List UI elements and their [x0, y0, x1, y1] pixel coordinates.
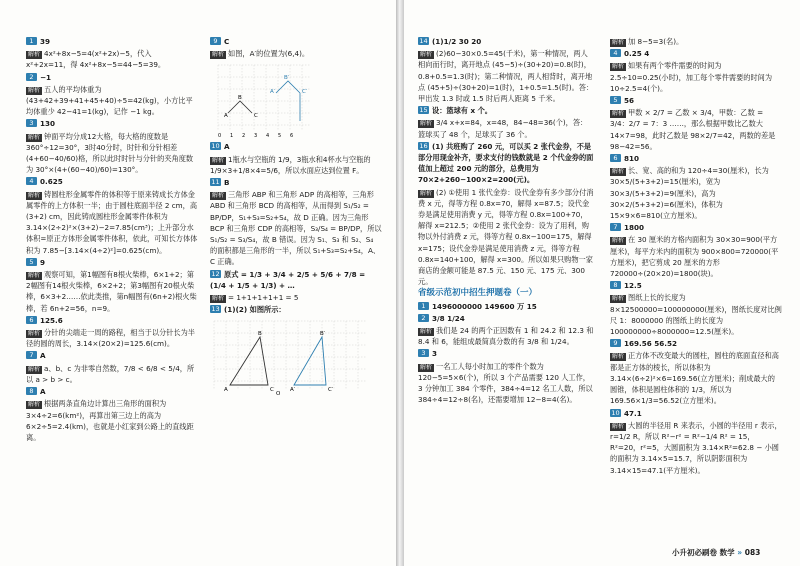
explanation-marker: 解析: [28, 51, 41, 59]
answer-text: 130: [40, 119, 56, 129]
question-number: 4: [26, 177, 37, 185]
explanation-text: [610, 60, 782, 94]
answer-text: 原式 = 1/3 + 3/4 + 2/5 + 5/6 + 7/8 = (1/4 + 1/5 + 1/3) + …: [210, 269, 366, 290]
explanation-text: [610, 420, 782, 476]
question-number: 16: [419, 141, 428, 150]
question-number: 6: [26, 316, 37, 324]
right-column-2: [610, 36, 782, 477]
explanation-body: 在 30 厘米的方格内面积为 30×30=900(平方厘米)，每平方米内的面积为 900×800=720000(平方厘米)，把它剪成 20 厘米的方形 720000÷(20×20)=1800(块)。: [610, 235, 779, 279]
explanation-body: 大圆的半径用 R 来表示，小圆的半径用 r 表示，r=1/2 R，所以 R²−r² = R²−1/4 R² = 15，R²=20，r²=5，大圆面积为 3.14×R²=62.8 − 小圆的面积为 3.14×5=15.7，所以阴影面积为 3.14×15=47.1(平方厘米)。: [610, 420, 782, 475]
answer-line: [418, 141, 594, 186]
answer-line: [210, 36, 382, 47]
answer-line: [210, 304, 382, 315]
question-number: 14: [419, 37, 428, 45]
answer-text: A: [40, 387, 46, 397]
point-label: B: [258, 331, 262, 338]
page-footer: [672, 547, 760, 558]
explanation-marker: 解析: [28, 401, 41, 409]
answer-text: 3: [432, 349, 438, 359]
x-tick-label: 0: [218, 133, 222, 140]
explanation-marker: 解析: [212, 192, 225, 200]
question-number: 7: [610, 223, 621, 231]
question-number: 5: [610, 96, 621, 104]
question-number: 15: [419, 106, 428, 115]
question-number: 3: [26, 119, 37, 127]
explanation-marker: 解析: [28, 330, 41, 338]
answer-text: 0.25 4: [624, 49, 650, 59]
answer-line: [610, 222, 782, 233]
x-tick-label: 3: [254, 133, 258, 140]
question-number: 4: [610, 49, 621, 57]
explanation-marker: 解析: [28, 272, 41, 280]
explanation-body: (2) ①使用 1 张代金券：设代金券有多少部分付消费 x 元，得等方程 0.8x=70，解得 x=87.5；设代金券是满足使用消费 y 元，得等方程 0.8x=100+70，解得 x=212.5；②使用 2 张代金券：设为了用利，购物以外付消费 z 元，得等方程 0.8x−100=175，解得 x=175；设代金券是满足使用消费 z 元，得等方程 0.8x=140+100，解得 x=300。所以如果只购物一家商店的金额可能是 87.5 元、150 元、175 元、300 元。: [418, 187, 594, 287]
explanation-body: 如果有两个零件需要的时间为 2.5÷10=0.25(小时)，加工每个零件需要的时间为 10÷2.5=4(个)。: [610, 61, 773, 93]
explanation-text: [26, 327, 198, 349]
answer-line: [418, 301, 594, 312]
triangle-left: [230, 337, 268, 385]
answer-text: 47.1: [624, 408, 642, 418]
answer-text: (1)1/2 30 20: [432, 37, 482, 46]
question-number: 8: [26, 387, 37, 395]
answer-line: [610, 48, 782, 59]
answer-text: −1: [40, 72, 52, 82]
coordinate-grid-bottom: [210, 317, 370, 397]
x-tick-label: 4: [266, 133, 270, 140]
question-number: 9: [210, 37, 221, 45]
answer-line: [26, 386, 198, 397]
answer-line: [610, 280, 782, 291]
answer-text: B: [224, 178, 230, 188]
explanation-text: [26, 131, 198, 176]
answer-line: [26, 350, 198, 361]
answer-line: [610, 153, 782, 164]
answer-text: 125.6: [40, 315, 63, 325]
right-page: [404, 0, 800, 566]
explanation-text: [418, 117, 594, 139]
explanation-text: [610, 234, 782, 279]
explanation-marker: 解析: [28, 191, 41, 199]
double-chevron-icon: »: [737, 548, 743, 557]
answer-text: 12.5: [624, 281, 642, 291]
explanation-text: [210, 292, 382, 303]
explanation-body: 三角形 ABP 和三角形 ADP 的高相等，三角形 ABD 和三角形 BCD 的高相等，从而得到 S₁/S₂ = BP/DP，S₁+S₃=S₂+S₄，故 D 正确。因为三角形 BCP 和三角形 CDP 的高相等，S₃/S₄ = BP/DP，所以 S₁/S₂ = S₃/S₄，故 B 错误。因为 S₁、S₃ 和 S₂、S₄ 的面积都是三角形的一半，所以 S₁+S₃=S₂+S₄，A、C 正确。: [210, 190, 382, 267]
section-heading: 省级示范初中招生押题卷（一）: [418, 288, 538, 299]
answer-text: (1)(2) 如图所示：: [224, 305, 286, 315]
point-label: C′: [328, 387, 334, 394]
footer-book-title: 小升初必刷卷 数学: [672, 548, 735, 557]
explanation-body: 五人的平均体重为(43+42+39+41+45+40)÷5=42(kg)，小方比平均体重少 42−41=1(kg)，记作 −1 kg。: [26, 84, 193, 117]
explanation-text: [418, 48, 594, 104]
explanation-text: [610, 36, 782, 47]
explanation-marker: 解析: [212, 156, 225, 164]
explanation-body: 加 8−5=3(名)。: [628, 37, 684, 46]
question-number: 9: [610, 339, 621, 347]
explanation-text: [210, 189, 382, 267]
answer-text: 1496000000 149600 万 15: [432, 301, 537, 311]
explanation-text: [26, 48, 198, 70]
explanation-text: [610, 350, 782, 406]
explanation-marker: 解析: [612, 237, 625, 245]
answer-line: [210, 269, 382, 291]
answer-line: [26, 36, 198, 47]
point-label: B: [238, 95, 242, 102]
explanation-text: [418, 361, 594, 406]
explanation-marker: 解析: [612, 422, 625, 430]
explanation-marker: 解析: [420, 328, 433, 336]
explanation-body: 一名工人每小时加工的零件个数为 120−5=5×6(个)，所以 3 个产品需要 120 人工作，3 分钟加工 384 个零件，384÷4=12 名工人数，所以 384÷4=12÷8(名)，还需要增加 12−8=4(名)。: [418, 361, 593, 405]
explanation-marker: 解析: [612, 353, 625, 361]
point-label: C: [270, 387, 274, 394]
answer-line: [26, 176, 198, 187]
answer-text: 1800: [624, 223, 645, 233]
answer-line: [210, 141, 382, 152]
question-number: 5: [26, 258, 37, 266]
question-number: 11: [211, 178, 220, 187]
explanation-marker: 解析: [212, 295, 225, 303]
explanation-body: 钟面平均分成12大格，每大格的度数是 360°÷12=30°，3时40分时，时针和分针相差 (4+60−40/60)格，所以此时时针与分针的夹角度数为 30°×(4+(60−40)/60)=130°。: [26, 131, 194, 175]
answer-line: [418, 313, 594, 324]
explanation-text: [418, 187, 594, 288]
explanation-body: a、b、c 为非零自然数，7/8 < 6/8 < 5/4，所以 a > b > c。: [26, 363, 195, 384]
page-number: 083: [744, 548, 761, 557]
explanation-text: [26, 269, 198, 314]
explanation-marker: 解析: [420, 363, 433, 371]
point-label: A: [224, 113, 228, 120]
explanation-marker: 解析: [420, 189, 433, 197]
answer-text: A: [224, 142, 230, 152]
question-number: 2: [26, 73, 37, 81]
question-number: 1: [418, 302, 429, 310]
x-tick-label: 2: [242, 133, 246, 140]
answer-text: (1) 共班购了 260 元，可以买 2 张代金券，不是部分用现金补齐，要求支付的钱数就是 2 个代金券的面值加上超过 200 元的部分，总费用为 70×2+260−100×2=200(元)。: [418, 141, 594, 185]
left-column-2: [210, 36, 382, 399]
question-number: 12: [211, 269, 220, 278]
question-number: 10: [211, 142, 220, 151]
explanation-marker: 解析: [612, 168, 625, 176]
left-page: [0, 0, 396, 566]
explanation-marker: 解析: [212, 51, 225, 59]
explanation-marker: 解析: [28, 133, 41, 141]
answer-line: [610, 95, 782, 106]
question-number: 8: [610, 281, 621, 289]
explanation-body: 铸圆柱形金属零件的体积等于原来铸成长方体金属零件的上方体积一半；由于圆柱底面半径 2 cm，高(3+2) cm，因此铸成圆柱形金属零件体积为 3.14×(2÷2)²×(3+2)−2=7.85(cm³)；上升部分水体积=原正方体形金属零件体积，依此，可知长方体体积为 7.85−[3.14×(4÷2)²]=0.625(cm)。: [26, 189, 198, 255]
explanation-marker: 解析: [28, 365, 41, 373]
explanation-body: 我们是 24 的两个正因数有 1 和 24.2 和 12.3 和 8.4 和 6，能组成最简真分数的有 3/8 和 1/24。: [418, 326, 594, 347]
answer-line: [26, 315, 198, 326]
answer-line: [26, 118, 198, 129]
explanation-body: 根据两条直角边计算出三角形的面积为 3×4÷2=6(km²)，再算出第三边上的高为 6×2÷5=2.4(km)，也就是小红家到公路上的直线距离。: [26, 399, 194, 442]
explanation-marker: 解析: [612, 110, 625, 118]
answer-text: C: [224, 37, 230, 46]
explanation-body: 正方体不改变最大的圆柱，圆柱的底面直径和高都是正方体的棱长，所以体积为 3.14×(6÷2)²×6=169.56(立方厘米)；削成最大的圆锥，体积是圆柱体积的 1/3，所以为 169.56×1/3=56.52(立方厘米)。: [610, 351, 779, 406]
point-label: C′: [302, 89, 308, 96]
point-label: B′: [320, 331, 326, 338]
explanation-text: [26, 189, 198, 256]
answer-text: 0.625: [40, 177, 63, 187]
answer-text: A: [40, 351, 46, 361]
explanation-text: [26, 84, 198, 118]
x-tick-label: 6: [290, 133, 294, 140]
answer-text: 3/8 1/24: [432, 313, 465, 323]
explanation-text: [26, 363, 198, 385]
x-tick-label: 1: [230, 133, 234, 140]
explanation-text: [610, 165, 782, 221]
explanation-body: 长、宽、高的和为 120÷4=30(厘米)，长为 30×5/(5+3+2)=15(厘米)，宽为 30×3/(5+3+2)=9(厘米)，高为 30×2/(5+3+2)=6(厘米)，体积为 15×9×6=810(立方厘米)。: [610, 166, 769, 221]
question-number: 6: [610, 154, 621, 162]
answer-text: 810: [624, 154, 640, 164]
point-label: C: [254, 113, 258, 120]
explanation-body: = 1+1+1+1+1 = 5: [228, 293, 299, 303]
question-number: 2: [418, 314, 429, 322]
triangle-ABC: [228, 101, 252, 113]
answer-line: [418, 348, 594, 359]
answer-line: [610, 408, 782, 419]
explanation-marker: 解析: [612, 63, 625, 71]
explanation-marker: 解析: [612, 39, 625, 46]
question-number: 10: [611, 408, 620, 417]
explanation-marker: 解析: [420, 51, 433, 59]
explanation-body: (2)60−30×0.5=45(千米)，第一种情况，两人相向而行时，离开地点 (45−5)÷(30+20)=0.8(时)，0.8+0.5=1.3(时)；第二种情况，两人相背时，离开地点 (45+5)÷(30+20)=1(时)，1+0.5=1.5(时)。答：甲出发 1.3 时或 1.5 时后两人距离 5 千米。: [418, 49, 594, 104]
question-number: 3: [418, 349, 429, 357]
point-label: O: [276, 391, 281, 398]
explanation-text: [210, 154, 382, 176]
question-number: 1: [26, 37, 37, 45]
point-label: A: [224, 387, 228, 394]
explanation-text: [210, 48, 382, 59]
explanation-text: [418, 325, 594, 347]
explanation-body: 如图，A′的位置为(6,4)。: [228, 49, 310, 59]
explanation-text: [26, 398, 198, 443]
answer-text: 9: [40, 257, 46, 267]
explanation-marker: 解析: [28, 86, 41, 94]
answer-text: 169.56 56.52: [624, 339, 677, 349]
explanation-body: 1瓶水与空瓶的 1/9，3瓶水和4杯水与空瓶的 1/9×3+1/8×4=5/6，所以水面应达到位置 F。: [210, 154, 371, 175]
explanation-body: 图纸上长的长度为 8×12500000=100000000(厘米)，图纸长度对比例尺 1：8000000 的图纸上的长度为 100000000÷8000000=12.5(厘米)。: [610, 293, 782, 337]
coordinate-grid-top: [214, 61, 314, 139]
question-number: 7: [26, 351, 37, 359]
answer-line: [418, 36, 594, 47]
answer-line: [418, 105, 594, 116]
explanation-body: 甲数 × 2/7 = 乙数 × 3/4，甲数：乙数 = 3/4：2/7 = 7：3 ……，那么根据甲数比乙数大 14×7=98，此时乙数是 98×2/7=42，两数的差是 98−42=56。: [610, 108, 776, 151]
left-column-1: [26, 36, 198, 444]
answer-line: [26, 257, 198, 268]
explanation-text: [610, 292, 782, 337]
point-label: B′: [284, 75, 290, 82]
explanation-marker: 解析: [420, 120, 433, 128]
answer-text: 39: [40, 37, 51, 46]
explanation-marker: 解析: [612, 295, 625, 303]
point-label: A′: [270, 89, 276, 96]
right-column-1: [418, 36, 594, 407]
question-number: 13: [211, 305, 220, 314]
x-tick-label: 5: [278, 133, 282, 140]
answer-line: [210, 177, 382, 188]
answer-text: 56: [624, 96, 635, 106]
point-label: A′: [290, 387, 296, 394]
explanation-body: 分针的尖端走一周的路程，相当于以分针长为半径的圆的周长，3.14×(20×2)=125.6(cm)。: [26, 328, 195, 349]
answer-text: 设：篮球有 x 个。: [432, 106, 492, 116]
explanation-body: 4x²+8x−5=4(x²+2x)−5，代入 x²+2x=11，得 4x²+8x−5=44−5=39。: [26, 49, 166, 70]
answer-line: [610, 338, 782, 349]
explanation-body: 观察可知，第1幅图有8根火柴棒，6×1+2；第2幅图有14根火柴棒，6×2+2；第3幅图有20根火柴棒，6×3+2……依此类推，第n幅图有(6n+2)根火柴棒，若 6n+2=56，n=9。: [26, 270, 197, 313]
answer-line: [26, 72, 198, 83]
book-spine: [396, 0, 404, 566]
explanation-text: [610, 107, 782, 152]
explanation-body: 3/4 x+x=84，x=48，84−48=36(个)，答：篮球买了 48 个，足球买了 36 个。: [418, 118, 588, 139]
